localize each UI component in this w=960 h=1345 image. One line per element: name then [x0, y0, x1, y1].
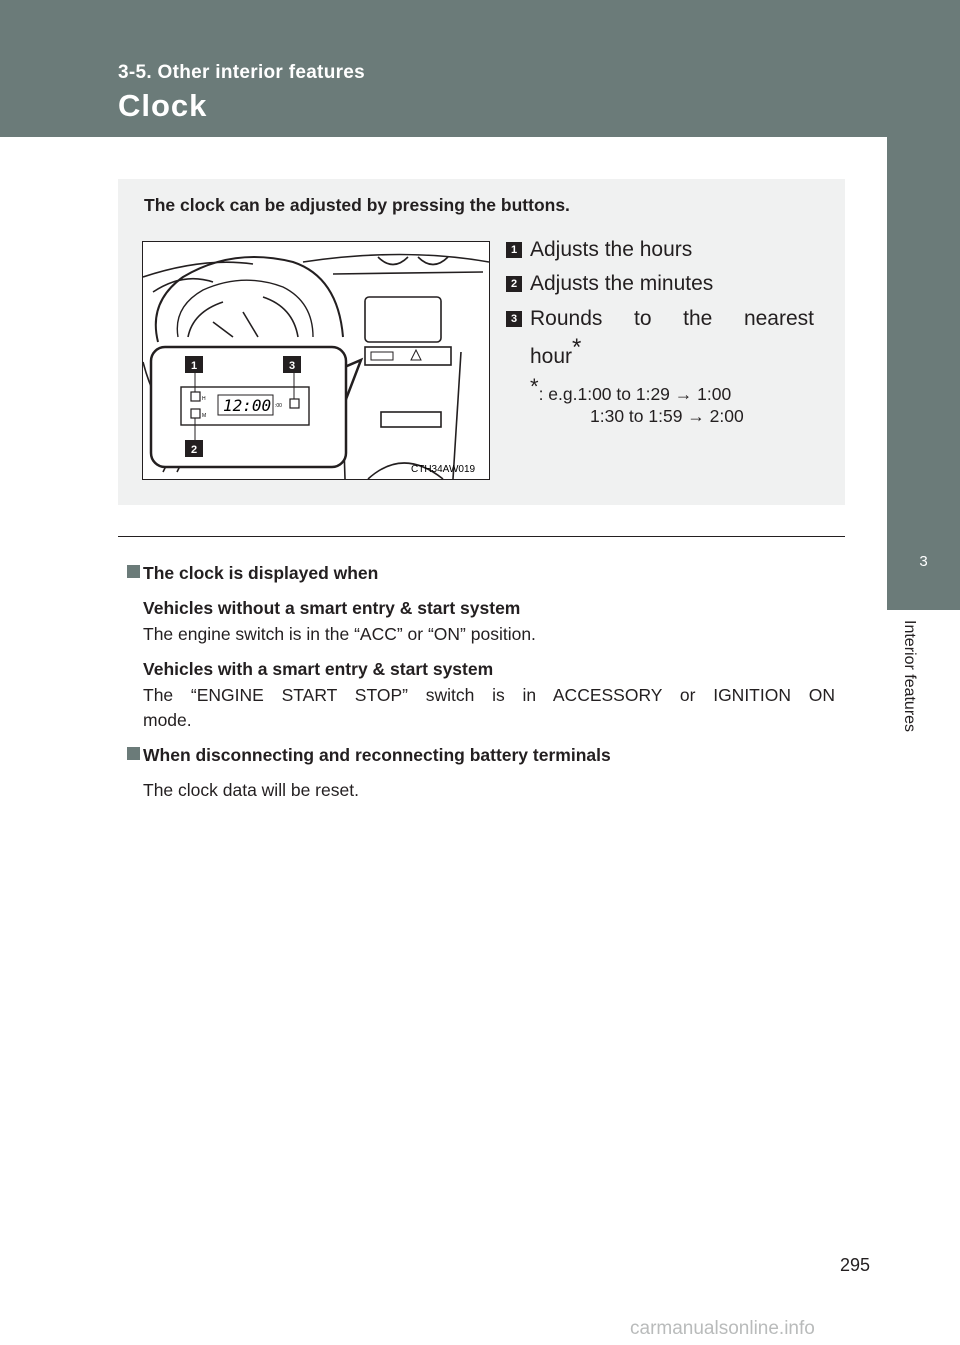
- footnote-asterisk: *: [530, 374, 539, 399]
- panel-intro: The clock can be adjusted by pressing the buttons.: [144, 195, 570, 215]
- text-without-smart-entry: The engine switch is in the “ACC” or “ON” position.: [143, 624, 536, 644]
- divider: [118, 536, 845, 537]
- legend-num-3: 3: [506, 311, 522, 327]
- minute-button-label: M: [202, 413, 207, 419]
- hour-button-label: H: [202, 396, 206, 402]
- clock-illustration: [142, 241, 490, 480]
- clock-readout: 12:00: [223, 396, 272, 415]
- heading-battery: When disconnecting and reconnecting battery terminals: [143, 745, 611, 765]
- heading-square-2: [127, 747, 140, 760]
- figure-code: CTH34AW019: [411, 464, 476, 475]
- sub-with-smart-entry: Vehicles with a smart entry & start system: [143, 659, 494, 679]
- legend-text-3: Rounds to the nearest: [530, 307, 814, 330]
- text-with-smart-entry-2: mode.: [143, 710, 192, 730]
- round-button-label: :00: [275, 403, 282, 409]
- legend-num-1: 1: [506, 242, 522, 258]
- legend-text-3b: [530, 334, 581, 369]
- footnote-text-1: : e.g.1:00 to 1:29 → 1:00: [538, 384, 732, 404]
- text-with-smart-entry-1: The “ENGINE START STOP” switch is in ACCESSORY or IGNITION ON: [143, 685, 835, 705]
- legend-text-1: Adjusts the hours: [530, 238, 693, 261]
- callout-2: 2: [191, 444, 198, 456]
- legend-item-2: [506, 272, 713, 296]
- text-battery: The clock data will be reset.: [143, 780, 359, 800]
- legend-item-1: [506, 238, 692, 262]
- legend-text-2: Adjusts the minutes: [530, 272, 714, 295]
- chapter-number: 3: [919, 553, 928, 570]
- chapter-label: [892, 620, 918, 760]
- chapter-label-text: Interior features: [901, 620, 918, 733]
- page-title: Clock: [118, 88, 208, 123]
- legend-item-3: [506, 307, 820, 331]
- watermark: carmanualsonline.info: [630, 1318, 815, 1339]
- footnote-line-1: [530, 374, 731, 405]
- footnote-line-2: 1:30 to 1:59 → 2:00: [590, 406, 744, 426]
- sub-without-smart-entry: Vehicles without a smart entry & start system: [143, 598, 521, 618]
- section-title: 3-5. Other interior features: [118, 62, 366, 83]
- callout-3: 3: [289, 360, 296, 372]
- heading-square-1: [127, 565, 140, 578]
- callout-1: 1: [191, 360, 198, 372]
- legend-text-3b-word: hour: [530, 345, 573, 368]
- asterisk-mark: *: [572, 334, 582, 361]
- dashboard-drawing: [143, 242, 489, 479]
- legend-num-2: 2: [506, 276, 522, 292]
- chapter-tab[interactable]: [887, 137, 960, 610]
- page-number: 295: [840, 1255, 871, 1275]
- heading-display: The clock is displayed when: [143, 563, 379, 583]
